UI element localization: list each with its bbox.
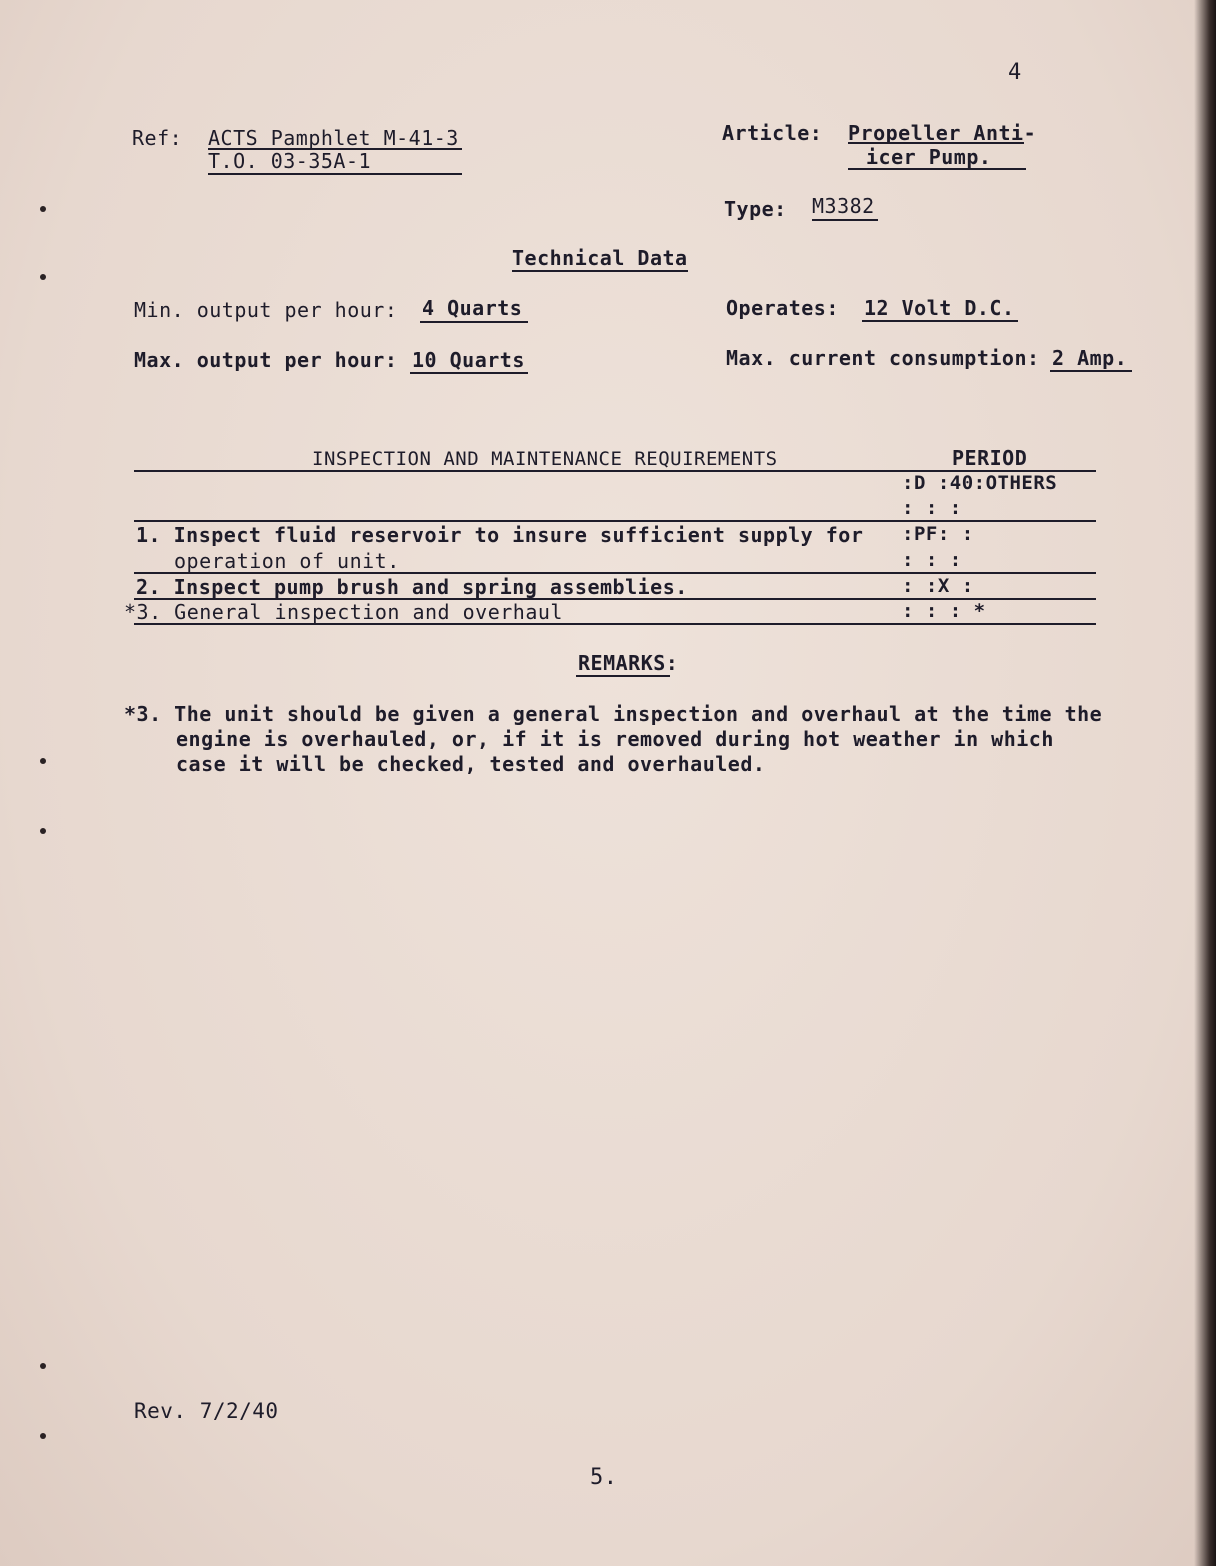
table-rule [134, 520, 1096, 522]
article-underline-1 [848, 142, 1024, 144]
type-value: M3382 [812, 194, 875, 218]
max-output-value: 10 Quarts [412, 348, 525, 372]
type-label: Type: [724, 197, 787, 221]
max-output-underline [410, 372, 528, 374]
table-row-1-line-2: operation of unit. [174, 549, 400, 573]
operates-value: 12 Volt D.C. [864, 296, 1015, 320]
max-current-value: 2 Amp. [1052, 346, 1128, 370]
article-line-2: icer Pump. [866, 145, 992, 169]
table-rule [134, 572, 1096, 574]
article-label: Article: [722, 121, 823, 145]
ref-label: Ref: [132, 126, 183, 150]
punch-hole [40, 758, 46, 764]
ref-underline-2 [208, 173, 462, 175]
remarks-heading: REMARKS: [578, 651, 679, 675]
table-row-3: *3. General inspection and overhaul [124, 600, 563, 624]
period-columns: :D :40:OTHERS [902, 472, 1058, 494]
max-output-label: Max. output per hour: [134, 348, 398, 372]
min-output-label: Min. output per hour: [134, 298, 398, 322]
table-row-2-marks: : :X : [902, 575, 974, 597]
remarks-line-1: *3. The unit should be given a general inspection and overhaul at the time the [124, 702, 1103, 726]
punch-hole [40, 1363, 46, 1369]
table-row-2: 2. Inspect pump brush and spring assemblies. [136, 575, 688, 599]
ref-line-1: ACTS Pamphlet M-41-3 [208, 126, 459, 150]
period-header: PERIOD [952, 446, 1028, 470]
table-row-1-marks-2: : : : [902, 549, 962, 571]
ref-line-2: T.O. 03-35A-1 [208, 149, 372, 173]
punch-hole [40, 206, 46, 212]
operates-underline [862, 320, 1018, 322]
operates-label: Operates: [726, 296, 839, 320]
max-current-underline [1050, 370, 1132, 372]
technical-data-heading: Technical Data [512, 246, 688, 270]
max-current-label: Max. current consumption: [726, 346, 1040, 370]
article-underline-2 [848, 168, 1026, 170]
punch-hole [40, 1433, 46, 1439]
min-output-underline [420, 321, 528, 323]
type-underline [812, 219, 878, 221]
page-number-bottom: 5. [590, 1465, 618, 1490]
min-output-value: 4 Quarts [422, 296, 523, 320]
remarks-underline [576, 675, 670, 677]
table-row-1-line-1: 1. Inspect fluid reservoir to insure sufficient supply for [136, 523, 864, 547]
page-number-top: 4 [1008, 60, 1022, 85]
table-row-1-marks-1: :PF: : [902, 523, 974, 545]
technical-data-underline [512, 270, 688, 272]
remarks-line-2: engine is overhauled, or, if it is removed during hot weather in which [176, 727, 1054, 751]
article-line-1: Propeller Anti- [848, 121, 1037, 145]
table-row-3-marks: : : : * [902, 600, 986, 622]
period-spacer-row: : : : [902, 497, 962, 519]
revision-date: Rev. 7/2/40 [134, 1399, 279, 1423]
table-bottom-rule [134, 623, 1096, 625]
punch-hole [40, 828, 46, 834]
table-header: INSPECTION AND MAINTENANCE REQUIREMENTS [312, 448, 778, 470]
remarks-line-3: case it will be checked, tested and overhauled. [176, 752, 766, 776]
page-edge-shadow [1194, 0, 1216, 1566]
punch-hole [40, 274, 46, 280]
